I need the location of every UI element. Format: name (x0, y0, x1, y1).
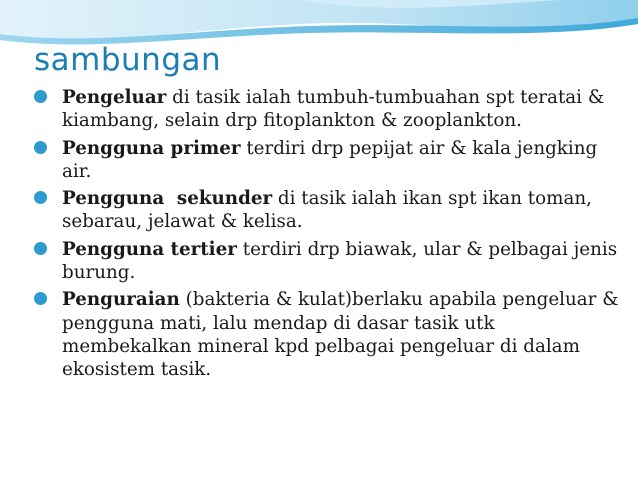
list-item (34, 86, 624, 133)
bullet-text: di tasik ialah tumbuh-tumbuahan spt teratai & kiambang, selain drp fitoplankton & zooplankton. (62, 87, 605, 132)
bullet-term: Pengguna primer (62, 137, 241, 159)
list-item (34, 288, 624, 381)
bullet-term: Penguraian (62, 289, 180, 311)
bullet-icon (34, 141, 47, 154)
bullet-term: Pengeluar (62, 87, 167, 108)
bullet-text: di tasik ialah ikan spt ikan toman, sebarau, jelawat & kelisa. (62, 188, 592, 233)
bullet-term: Pengguna tertier (62, 238, 237, 260)
bullet-icon (34, 242, 47, 255)
bullet-list (34, 86, 624, 386)
list-item (34, 187, 624, 234)
bullet-icon (34, 292, 47, 305)
bullet-text: terdiri drp pepijat air & kala jengking air. (62, 137, 598, 182)
bullet-icon (34, 90, 47, 103)
bullet-text: terdiri drp biawak, ular & pelbagai jenis burung. (62, 238, 618, 284)
list-item (34, 238, 624, 285)
bullet-icon (34, 191, 47, 204)
bullet-text: (bakteria & kulat)berlaku apabila pengeluar & pengguna mati, lalu mendap di dasar tasik utk membekalkan mineral kpd pelbagai pengeluar di dalam ekosistem tasik. (62, 289, 619, 381)
bullet-term: Pengguna sekunder (62, 188, 273, 210)
slide-title: sambungan (34, 42, 222, 78)
list-item (34, 137, 624, 184)
